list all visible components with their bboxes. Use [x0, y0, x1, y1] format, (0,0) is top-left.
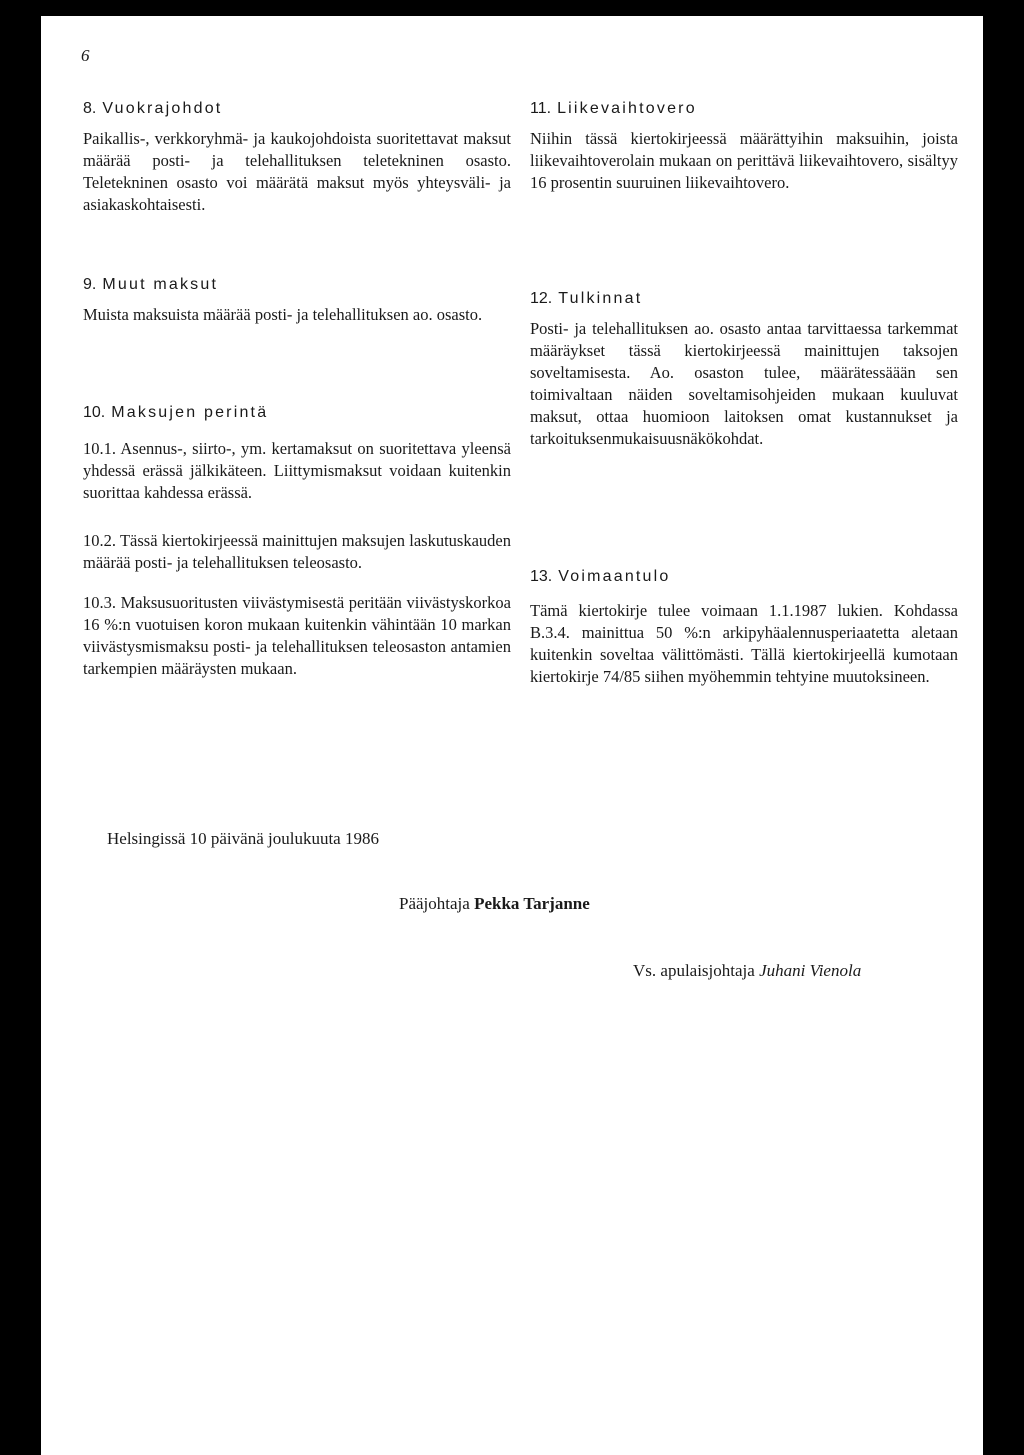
section-heading: 12. Tulkinnat	[530, 290, 643, 307]
deputy-title: Vs. apulaisjohtaja	[633, 961, 755, 980]
section-text: Muista maksuista määrää posti- ja telehallituksen ao. osasto.	[83, 305, 483, 324]
section-12	[530, 288, 958, 450]
section-9	[83, 274, 511, 326]
section-10	[83, 402, 511, 680]
section-text: Tämä kiertokirje tulee voimaan 1.1.1987 lukien. Kohdassa B.3.4. mainittua 50 %:n arkipyhäalennusperiaatetta aletaan kuitenkin soveltaa välittömästi. Tällä kiertokirjeellä kumotaan kiertokirje 74/85 siihen myöhemmin tehtyine muutoksineen.	[530, 601, 958, 686]
director-name: Pekka Tarjanne	[474, 894, 590, 913]
place-date-line: Helsingissä 10 päivänä joulukuuta 1986	[107, 829, 379, 848]
section-heading: 10. Maksujen perintä	[83, 404, 269, 421]
section-text: Posti- ja telehallituksen ao. osasto antaa tarvittaessa tarkemmat määräykset tässä kiertokirjeessä mainittujen taksojen soveltamisesta. Ao. osaston tulee, määrätessäään sen toimivaltaan näiden soveltamisohjeiden mukaan kuuluvat maksut, ottaa huomioon laitoksen omat kustannukset ja tarkoituksenmukaisuusnäkökohdat.	[530, 319, 958, 448]
paragraph-10-1: 10.1. Asennus-, siirto-, ym. kertamaksut on suoritettava yleensä yhdessä erässä jälkikäteen. Liittymismaksut voidaan kuitenkin suorittaa kahdessa erässä.	[83, 439, 511, 502]
section-8	[83, 98, 511, 216]
deputy-signature	[633, 960, 861, 982]
section-heading: 13. Voimaantulo	[530, 568, 671, 585]
section-text: Paikallis-, verkkoryhmä- ja kaukojohdoista suoritettavat maksut määrää posti- ja telehallituksen teletekninen osasto. Teletekninen osasto voi määrätä maksut myös yhteysväli- ja asiakaskohtaisesti.	[83, 129, 511, 214]
document-page	[41, 16, 983, 1455]
section-13	[530, 566, 958, 688]
director-signature	[399, 893, 590, 915]
page-number: 6	[81, 46, 90, 65]
paragraph-10-3: 10.3. Maksusuoritusten viivästymisestä peritään viivästyskorkoa 16 %:n vuotuisen koron mukaan kuitenkin vähintään 10 markan viivästysmismaksu posti- ja telehallituksen teleosaston antamien tarkempien määräysten mukaan.	[83, 593, 511, 678]
deputy-name: Juhani Vienola	[759, 961, 862, 980]
section-heading: 8. Vuokrajohdot	[83, 100, 223, 117]
paragraph-10-2: 10.2. Tässä kiertokirjeessä mainittujen maksujen laskutuskauden määrää posti- ja telehallituksen teleosasto.	[83, 531, 511, 572]
section-text: Niihin tässä kiertokirjeessä määrättyihin maksuihin, joista liikevaihtoverolain mukaan on perittävä liikevaihtovero, sisältyy 16 prosentin suuruinen liikevaihtovero.	[530, 129, 958, 192]
section-heading: 9. Muut maksut	[83, 276, 219, 293]
director-title: Pääjohtaja	[399, 894, 470, 913]
section-heading: 11. Liikevaihtovero	[530, 100, 697, 117]
section-11	[530, 98, 958, 194]
